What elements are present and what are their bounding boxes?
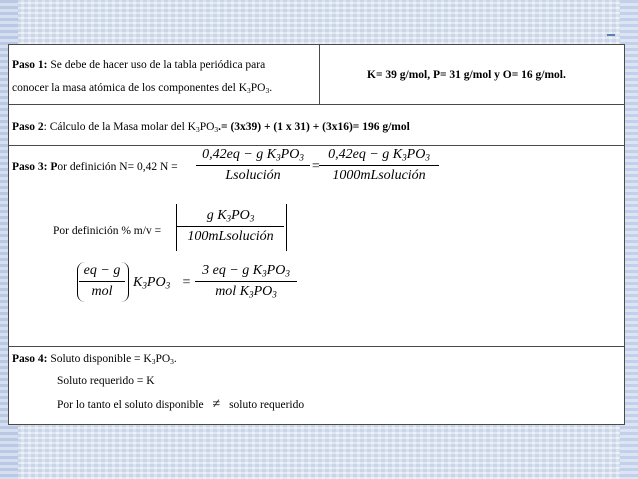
- molar-mass-calc: (3x39) + (1 x 31) + (3x16)= 196 g/mol: [230, 121, 410, 133]
- step3-line: Paso 3: Por definición N= 0,42 N =: [12, 161, 178, 173]
- step4-line1: Paso 4: Soluto disponible = $K_3PO_3$.: [12, 353, 177, 366]
- step2-label: Paso 2: [12, 121, 44, 133]
- not-equal-sign: ≠: [212, 397, 221, 412]
- fraction-normality-2: 0,42eq − g $K_3PO_3$ 1000mLsolución: [319, 147, 439, 184]
- step3-label: Paso 3: P: [12, 161, 58, 173]
- step1-line1: Paso 1: Se debe de hacer uso de la tabla periódica para: [12, 59, 266, 71]
- fraction-eq-conversion: 3 eq − g $K_3PO_3$ mol $K_3PO_3$: [195, 263, 297, 300]
- k3po3-term: $K_3PO_3$ =: [133, 275, 192, 291]
- fraction-normality-1: 0,42eq − g $K_3PO_3$ Lsolución: [196, 147, 310, 184]
- step4-line3: Por lo tanto el soluto disponible ≠ soluto requerido: [57, 397, 305, 412]
- step1-line2: conocer la masa atómica de los componentes del $K_3PO_3$.: [12, 82, 273, 95]
- step4-label: Paso 4:: [12, 353, 48, 365]
- divider: [9, 145, 624, 146]
- cell-divider: [319, 45, 320, 104]
- content-card: [8, 44, 625, 425]
- percent-mv-label: Por definición % m/v =: [53, 225, 162, 237]
- divider: [9, 104, 624, 105]
- fraction-eq-per-mol: eq − g mol: [79, 263, 125, 300]
- divider: [9, 346, 624, 347]
- equals-sign: =: [311, 159, 321, 174]
- step4-line2: Soluto requerido = K: [57, 375, 155, 387]
- step1-label: Paso 1:: [12, 59, 48, 71]
- atomic-mass-values: K= 39 g/mol, P= 31 g/mol y O= 16 g/mol.: [367, 69, 566, 81]
- step2-line: Paso 2: Cálculo de la Masa molar del $K_3PO_3.= (3x39) + (1$ x 31) + (3x16)= 196 g/mol: [12, 121, 410, 134]
- decor-mark: [607, 34, 615, 36]
- fraction-percent-mv: g $K_3PO_3$ 100mLsolución: [177, 208, 284, 245]
